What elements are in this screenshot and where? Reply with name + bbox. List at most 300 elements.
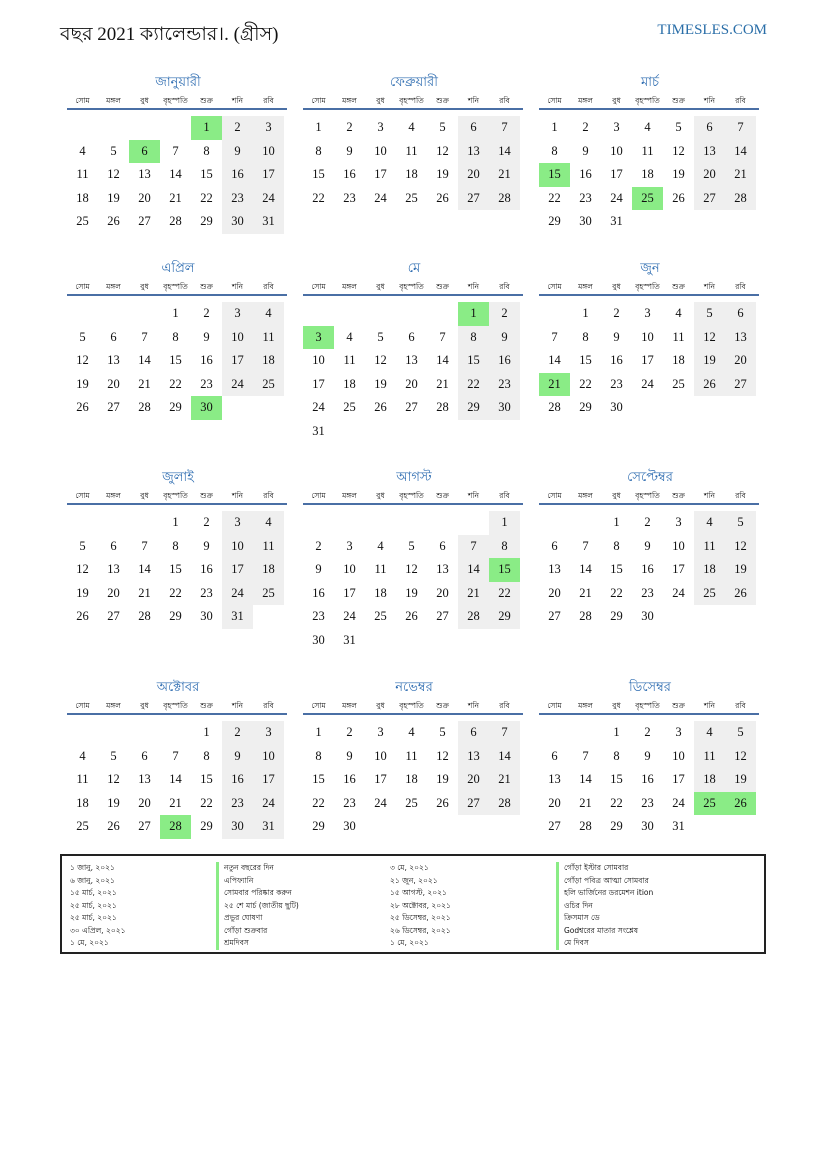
weekday-label: বৃহস্পতি	[635, 701, 660, 710]
day-cell: 14	[579, 772, 592, 786]
day-cell: 25	[76, 214, 89, 228]
day-cell: 9	[222, 140, 253, 164]
holiday-name: গোঁড়া পবিত্র আত্মা সোমবার	[556, 875, 653, 888]
empty-cell	[129, 302, 160, 326]
day-cell: 29	[548, 214, 561, 228]
month-name: নভেম্বর	[395, 680, 433, 695]
holiday-name: গোঁড়া ইস্টার সোমবার	[556, 862, 653, 875]
day-cell: 16	[489, 349, 520, 373]
weekday-label: শনি	[703, 96, 716, 105]
day-cell: 17	[610, 167, 623, 181]
day-cell: 13	[458, 745, 489, 769]
day-cell: 5	[408, 538, 415, 553]
day-cell: 4	[408, 120, 415, 134]
holiday-name: ২৫ শে মার্চ (জাতীয় ছুটি)	[216, 900, 299, 913]
day-cell: 16	[579, 167, 592, 181]
day-cell: 9	[489, 326, 520, 350]
weekday-label: শনি	[467, 491, 480, 500]
day-cell: 27	[694, 187, 725, 211]
weekday-label: বুধ	[612, 491, 621, 500]
day-cell: 31	[312, 423, 325, 438]
day-cell: 7	[172, 143, 179, 158]
day-cell: 5	[725, 721, 756, 745]
holiday-day-cell: 25	[694, 792, 725, 816]
day-cell: 28	[725, 187, 756, 211]
day-cell: 14	[169, 167, 182, 181]
day-cell: 22	[548, 190, 561, 205]
weekday-label: সোম	[75, 701, 90, 710]
day-cell: 1	[613, 725, 620, 739]
day-cell: 27	[458, 187, 489, 211]
month-name: জুলাই	[162, 470, 194, 485]
weekday-label: শনি	[231, 491, 244, 500]
weekday-label: শনি	[703, 491, 716, 500]
day-cell: 23	[343, 795, 356, 810]
day-cell: 9	[644, 748, 651, 763]
weekday-label: বুধ	[140, 701, 149, 710]
weekday-label: বুধ	[376, 282, 385, 291]
day-cell: 6	[725, 302, 756, 326]
month-block	[67, 467, 289, 629]
day-cell: 19	[405, 585, 418, 600]
day-cell: 23	[200, 585, 213, 600]
day-cell: 13	[548, 562, 561, 576]
day-cell: 17	[222, 558, 253, 582]
day-cell: 9	[315, 562, 322, 576]
day-cell: 10	[312, 353, 325, 367]
day-cell: 20	[458, 163, 489, 187]
day-cell: 10	[253, 140, 284, 164]
day-cell: 29	[169, 400, 182, 414]
weekday-label: মঙ্গল	[106, 491, 121, 500]
day-cell: 31	[343, 632, 356, 647]
day-cell: 10	[222, 326, 253, 350]
day-cell: 5	[110, 748, 117, 763]
empty-cell	[365, 511, 396, 535]
days-grid	[303, 511, 523, 652]
day-cell: 24	[312, 400, 325, 414]
day-cell: 15	[169, 562, 182, 576]
weekday-label: মঙ্গল	[342, 701, 357, 710]
page-title: বছর 2021 ক্যালেন্ডার।. (গ্রীস)	[60, 24, 279, 45]
day-cell: 1	[551, 120, 558, 134]
holiday-day-cell: 3	[303, 326, 334, 350]
day-cell: 21	[579, 585, 592, 600]
weekday-label: শনি	[467, 701, 480, 710]
day-cell: 3	[613, 120, 620, 134]
day-cell: 5	[439, 120, 446, 134]
day-cell: 18	[641, 167, 654, 181]
weekday-label: মঙ্গল	[342, 491, 357, 500]
day-cell: 20	[548, 795, 561, 810]
days-grid	[303, 302, 523, 443]
days-grid	[303, 116, 523, 210]
day-cell: 31	[610, 214, 623, 228]
month-block	[67, 677, 289, 839]
weekday-label: মঙ্গল	[106, 96, 121, 105]
day-cell: 1	[582, 306, 589, 320]
day-cell: 24	[374, 190, 387, 205]
day-cell: 15	[312, 167, 325, 181]
empty-cell	[539, 511, 570, 535]
empty-cell	[427, 511, 458, 535]
day-cell: 12	[672, 143, 685, 158]
day-cell: 6	[110, 329, 117, 344]
empty-cell	[396, 302, 427, 326]
day-cell: 2	[315, 538, 322, 553]
weekday-label: মঙ্গল	[578, 491, 593, 500]
day-cell: 18	[253, 558, 284, 582]
day-cell: 10	[253, 745, 284, 769]
weekday-label: শুক্র	[436, 282, 449, 291]
day-cell: 24	[672, 585, 685, 600]
holiday-date: ১৫ আগস্ট, ২০২১	[390, 888, 447, 897]
day-cell: 12	[107, 772, 120, 786]
day-cell: 3	[377, 120, 384, 134]
day-cell: 11	[374, 562, 387, 576]
days-grid	[67, 302, 287, 420]
holiday-name: Godশ্বরের মাতার সংশ্লেষ	[556, 925, 653, 938]
day-cell: 2	[203, 306, 210, 320]
day-cell: 8	[172, 538, 179, 553]
day-cell: 5	[439, 725, 446, 739]
day-cell: 7	[489, 721, 520, 745]
day-cell: 22	[312, 190, 325, 205]
weekday-label: মঙ্গল	[578, 282, 593, 291]
empty-cell	[98, 116, 129, 140]
holiday-date: ৬ জানু, ২০২১	[70, 875, 115, 885]
weekday-header	[67, 94, 287, 110]
month-block	[539, 467, 761, 629]
weekday-label: সোম	[311, 701, 326, 710]
day-cell: 15	[458, 349, 489, 373]
day-cell: 12	[694, 326, 725, 350]
day-cell: 4	[79, 748, 86, 763]
weekday-label: বৃহস্পতি	[635, 282, 660, 291]
day-cell: 2	[222, 721, 253, 745]
day-cell: 18	[343, 376, 356, 391]
day-cell: 26	[405, 609, 418, 623]
day-cell: 8	[458, 326, 489, 350]
day-cell: 12	[76, 562, 89, 576]
day-cell: 9	[222, 745, 253, 769]
day-cell: 8	[551, 143, 558, 158]
weekday-label: মঙ্গল	[578, 96, 593, 105]
day-cell: 16	[641, 562, 654, 576]
weekday-label: শুক্র	[672, 282, 685, 291]
weekday-label: বৃহস্পতি	[399, 282, 424, 291]
weekday-label: শুক্র	[672, 701, 685, 710]
brand-link[interactable]: TIMESLES.COM	[657, 22, 767, 38]
day-cell: 30	[489, 396, 520, 420]
day-cell: 2	[346, 725, 353, 739]
weekday-label: রবি	[735, 701, 746, 710]
empty-cell	[67, 511, 98, 535]
weekday-label: শনি	[231, 701, 244, 710]
day-cell: 11	[694, 745, 725, 769]
day-cell: 27	[548, 819, 561, 833]
weekday-label: বৃহস্পতি	[399, 96, 424, 105]
holiday-date: ৩ মে, ২০২১	[390, 863, 429, 872]
holiday-name: হলি ভার্জিনের ডরমেশন ition	[556, 887, 653, 900]
weekday-label: বৃহস্পতি	[399, 491, 424, 500]
holiday-day-cell: 30	[191, 396, 222, 420]
weekday-label: শুক্র	[436, 701, 449, 710]
day-cell: 22	[169, 376, 182, 391]
day-cell: 19	[76, 585, 89, 600]
day-cell: 16	[610, 353, 623, 367]
day-cell: 28	[138, 400, 151, 414]
weekday-label: শনি	[231, 96, 244, 105]
weekday-label: বুধ	[376, 701, 385, 710]
day-cell: 28	[169, 214, 182, 228]
day-cell: 20	[107, 585, 120, 600]
day-cell: 7	[172, 748, 179, 763]
day-cell: 20	[138, 190, 151, 205]
day-cell: 19	[76, 376, 89, 391]
empty-cell	[98, 302, 129, 326]
empty-cell	[396, 511, 427, 535]
weekday-label: শনি	[703, 282, 716, 291]
day-cell: 28	[579, 609, 592, 623]
day-cell: 1	[172, 515, 179, 529]
day-cell: 23	[200, 376, 213, 391]
day-cell: 6	[439, 538, 446, 553]
day-cell: 2	[644, 515, 651, 529]
empty-cell	[303, 302, 334, 326]
day-cell: 23	[312, 609, 325, 623]
day-cell: 29	[489, 605, 520, 629]
day-cell: 27	[405, 400, 418, 414]
day-cell: 21	[725, 163, 756, 187]
weekday-label: বৃহস্পতি	[635, 96, 660, 105]
empty-cell	[365, 302, 396, 326]
day-cell: 22	[200, 795, 213, 810]
day-cell: 11	[253, 535, 284, 559]
day-cell: 14	[725, 140, 756, 164]
weekday-label: শুক্র	[200, 282, 213, 291]
day-cell: 26	[76, 400, 89, 414]
weekday-label: রবি	[499, 96, 510, 105]
day-cell: 30	[222, 210, 253, 234]
weekday-label: সোম	[311, 491, 326, 500]
day-cell: 29	[458, 396, 489, 420]
empty-cell	[334, 511, 365, 535]
month-name: ডিসেম্বর	[629, 680, 671, 695]
day-cell: 14	[138, 562, 151, 576]
day-cell: 24	[672, 795, 685, 810]
day-cell: 10	[374, 748, 387, 763]
month-name: মে	[407, 261, 421, 276]
day-cell: 24	[374, 795, 387, 810]
day-cell: 18	[76, 190, 89, 205]
day-cell: 31	[253, 210, 284, 234]
day-cell: 8	[613, 538, 620, 553]
weekday-label: শুক্র	[436, 96, 449, 105]
day-cell: 29	[610, 609, 623, 623]
day-cell: 11	[343, 353, 356, 367]
days-grid	[67, 721, 287, 839]
weekday-label: মঙ্গল	[342, 96, 357, 105]
day-cell: 1	[315, 725, 322, 739]
weekday-label: শুক্র	[200, 491, 213, 500]
weekday-header	[539, 94, 759, 110]
day-cell: 19	[725, 558, 756, 582]
day-cell: 13	[138, 167, 151, 181]
day-cell: 19	[107, 795, 120, 810]
day-cell: 7	[489, 116, 520, 140]
day-cell: 23	[222, 187, 253, 211]
day-cell: 28	[489, 792, 520, 816]
day-cell: 22	[312, 795, 325, 810]
day-cell: 13	[725, 326, 756, 350]
weekday-label: বৃহস্পতি	[163, 96, 188, 105]
day-cell: 1	[489, 511, 520, 535]
day-cell: 16	[200, 353, 213, 367]
day-cell: 30	[641, 609, 654, 623]
weekday-header	[539, 280, 759, 296]
holiday-day-cell: 26	[725, 792, 756, 816]
weekday-label: সোম	[75, 491, 90, 500]
weekday-header	[539, 489, 759, 505]
weekday-label: মঙ্গল	[106, 282, 121, 291]
day-cell: 23	[641, 795, 654, 810]
day-cell: 28	[436, 400, 449, 414]
day-cell: 7	[439, 329, 446, 344]
day-cell: 8	[582, 329, 589, 344]
holiday-day-cell: 25	[632, 187, 663, 211]
day-cell: 14	[169, 772, 182, 786]
day-cell: 5	[694, 302, 725, 326]
days-grid	[539, 511, 759, 629]
weekday-header	[303, 94, 523, 110]
day-cell: 11	[76, 772, 89, 786]
weekday-label: বৃহস্পতি	[399, 701, 424, 710]
day-cell: 31	[672, 819, 685, 833]
weekday-label: রবি	[735, 282, 746, 291]
day-cell: 25	[343, 400, 356, 414]
holiday-day-cell: 1	[191, 116, 222, 140]
day-cell: 8	[172, 329, 179, 344]
day-cell: 23	[579, 190, 592, 205]
day-cell: 25	[405, 190, 418, 205]
weekday-label: শনি	[231, 282, 244, 291]
day-cell: 26	[436, 190, 449, 205]
weekday-label: সোম	[311, 96, 326, 105]
day-cell: 16	[343, 772, 356, 786]
empty-cell	[160, 721, 191, 745]
day-cell: 4	[253, 511, 284, 535]
day-cell: 24	[343, 609, 356, 623]
day-cell: 2	[489, 302, 520, 326]
day-cell: 10	[343, 562, 356, 576]
weekday-header	[67, 280, 287, 296]
day-cell: 27	[436, 609, 449, 623]
holiday-date: ১ মে, ২০২১	[70, 938, 109, 947]
day-cell: 21	[436, 376, 449, 391]
empty-cell	[129, 116, 160, 140]
day-cell: 3	[675, 515, 682, 529]
day-cell: 11	[405, 748, 418, 763]
weekday-label: রবি	[735, 491, 746, 500]
day-cell: 12	[725, 535, 756, 559]
day-cell: 26	[374, 400, 387, 414]
holiday-date: ২৫ মার্চ, ২০২১	[70, 913, 117, 922]
day-cell: 21	[579, 795, 592, 810]
weekday-label: রবি	[263, 701, 274, 710]
day-cell: 20	[694, 163, 725, 187]
days-grid	[67, 511, 287, 629]
day-cell: 27	[107, 400, 120, 414]
holiday-name: নতুন বছরের দিন	[216, 862, 299, 875]
day-cell: 9	[203, 538, 210, 553]
weekday-label: সোম	[547, 701, 562, 710]
day-cell: 6	[141, 748, 148, 763]
day-cell: 3	[222, 302, 253, 326]
day-cell: 12	[725, 745, 756, 769]
day-cell: 5	[79, 538, 86, 553]
day-cell: 5	[675, 120, 682, 134]
day-cell: 12	[405, 562, 418, 576]
weekday-label: শুক্র	[436, 491, 449, 500]
day-cell: 11	[405, 143, 418, 158]
day-cell: 8	[613, 748, 620, 763]
day-cell: 16	[222, 768, 253, 792]
day-cell: 3	[253, 721, 284, 745]
weekday-label: শনি	[467, 96, 480, 105]
day-cell: 27	[548, 609, 561, 623]
weekday-label: রবি	[263, 96, 274, 105]
day-cell: 6	[551, 538, 558, 553]
day-cell: 15	[610, 772, 623, 786]
holiday-name: এপিফ্যানি	[216, 875, 299, 888]
day-cell: 17	[222, 349, 253, 373]
day-cell: 22	[610, 795, 623, 810]
day-cell: 30	[343, 819, 356, 833]
empty-cell	[570, 511, 601, 535]
weekday-label: মঙ্গল	[342, 282, 357, 291]
empty-cell	[67, 116, 98, 140]
day-cell: 5	[725, 511, 756, 535]
day-cell: 19	[672, 167, 685, 181]
day-cell: 1	[613, 515, 620, 529]
weekday-label: বুধ	[140, 96, 149, 105]
weekday-header	[67, 489, 287, 505]
day-cell: 19	[694, 349, 725, 373]
day-cell: 21	[489, 163, 520, 187]
day-cell: 28	[548, 400, 561, 414]
weekday-header	[539, 699, 759, 715]
weekday-label: বুধ	[140, 491, 149, 500]
day-cell: 3	[253, 116, 284, 140]
day-cell: 17	[672, 562, 685, 576]
day-cell: 25	[405, 795, 418, 810]
day-cell: 26	[107, 214, 120, 228]
month-name: জুন	[640, 261, 660, 276]
weekday-label: রবি	[263, 282, 274, 291]
day-cell: 28	[458, 605, 489, 629]
day-cell: 31	[253, 815, 284, 839]
holiday-date: ২৬ ডিসেম্বর, ২০২১	[390, 925, 451, 935]
day-cell: 4	[346, 329, 353, 344]
day-cell: 2	[613, 306, 620, 320]
day-cell: 24	[610, 190, 623, 205]
empty-cell	[427, 302, 458, 326]
weekday-label: বুধ	[376, 96, 385, 105]
day-cell: 7	[582, 748, 589, 763]
holiday-date: ২৫ মার্চ, ২০২১	[70, 900, 117, 910]
day-cell: 24	[222, 582, 253, 606]
